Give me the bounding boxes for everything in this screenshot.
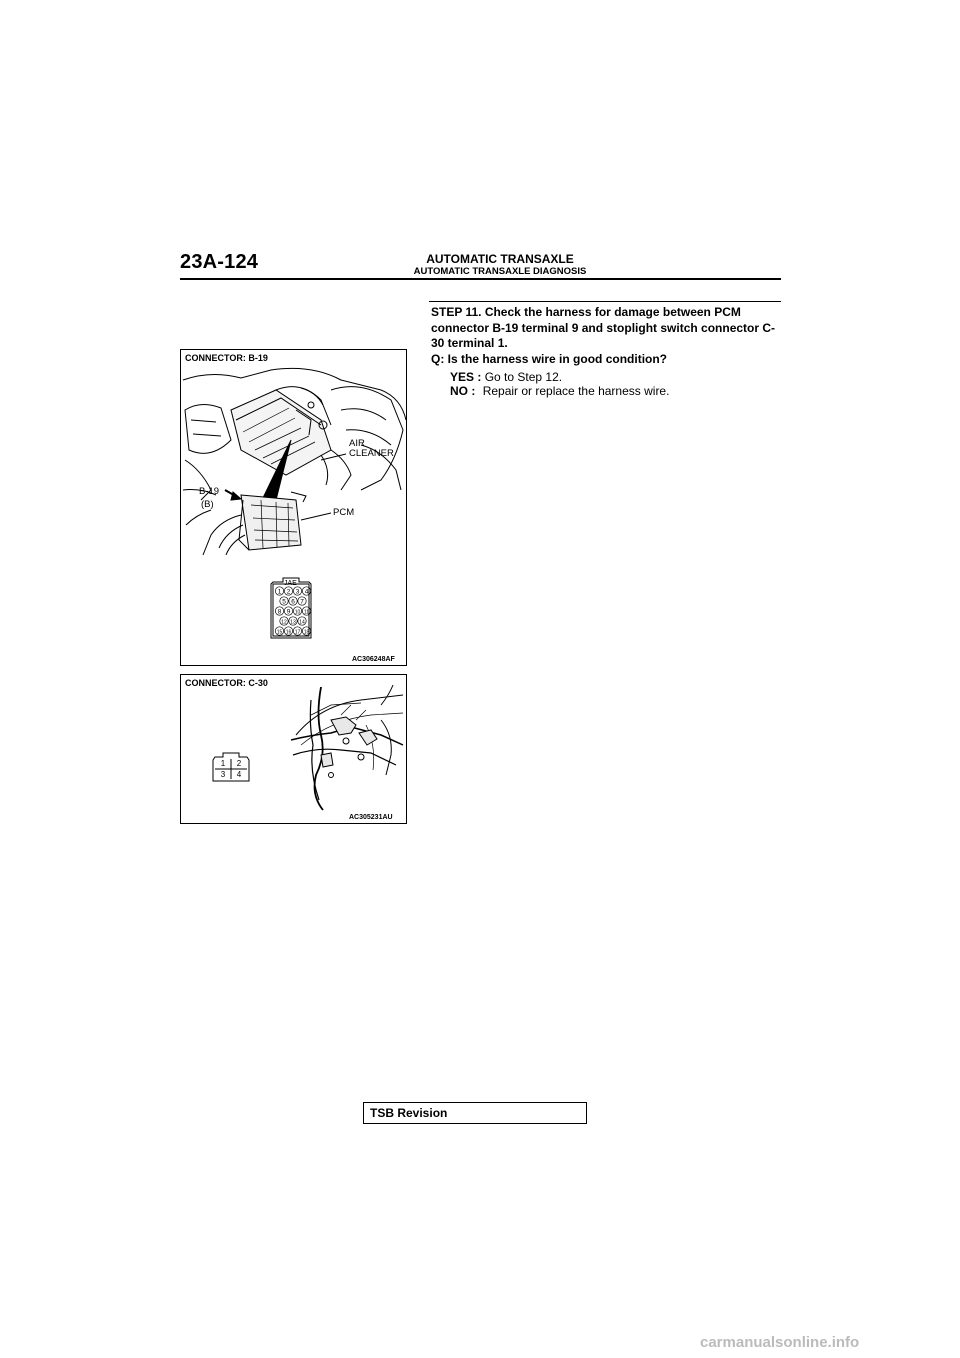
tsb-revision-box: [363, 1102, 587, 1124]
b19-terminal-number: 7: [300, 598, 304, 606]
page-number: 23A-124: [180, 251, 259, 273]
b19-terminal-number: 18: [303, 629, 310, 636]
b19-terminal-number: 15: [276, 629, 283, 636]
figure1-code: AC306248AF: [352, 656, 395, 663]
b19-terminal-number: 8: [277, 608, 282, 616]
b19-terminal-number: 6: [291, 598, 295, 606]
label-b: (B): [201, 499, 214, 510]
b19-terminal-number: 10: [294, 609, 301, 616]
c30-terminal-number: 4: [236, 770, 242, 779]
watermark: carmanualsonline.info: [700, 1334, 860, 1351]
b19-terminal-number: 11: [303, 609, 310, 616]
b19-terminal-number: 14: [299, 619, 305, 626]
answer-no-text: Repair or replace the harness wire.: [482, 384, 670, 398]
c30-terminal-number: 1: [220, 759, 226, 768]
figure-connector-b19: [180, 349, 407, 666]
engine-bay-illustration: [181, 350, 408, 667]
connector-tag: JAE: [284, 580, 297, 587]
b19-terminal-grid: [275, 587, 310, 636]
header-subtitle: AUTOMATIC TRANSAXLE DIAGNOSIS: [413, 266, 587, 277]
b19-terminal-number: 9: [286, 608, 291, 616]
b19-terminal-number: 13: [290, 619, 296, 626]
b19-terminal-number: 16: [285, 629, 292, 636]
step-question: Q: Is the harness wire in good condition?: [431, 352, 668, 366]
figure-connector-c30: [180, 674, 407, 824]
b19-terminal-number: 4: [304, 588, 309, 596]
b19-terminal-number: 5: [282, 598, 286, 606]
label-pcm: PCM: [333, 507, 355, 518]
figure2-code: AC305231AU: [349, 814, 393, 821]
figure2-title: CONNECTOR: C-30: [185, 678, 268, 688]
b19-terminal-number: 3: [295, 588, 300, 596]
b19-terminal-number: 17: [294, 629, 301, 636]
c30-terminal-number: 2: [236, 759, 242, 768]
label-b19: B-19: [199, 486, 220, 497]
answer-yes: [450, 370, 562, 384]
dashboard-harness-illustration: [181, 675, 408, 825]
tsb-revision-label: TSB Revision: [370, 1106, 448, 1120]
c30-terminal-number: 3: [220, 770, 226, 779]
label-air: AIR: [349, 438, 365, 449]
step-heading: STEP 11. Check the harness for damage between PCM connector B-19 terminal 9 and stoplight switch connector C-30 terminal 1.: [431, 305, 776, 350]
answer-no-label: NO :: [450, 384, 476, 398]
label-cleaner: CLEANER: [349, 448, 394, 459]
answer-no: [450, 384, 669, 398]
figure1-title: CONNECTOR: B-19: [185, 353, 268, 363]
answer-yes-label: YES :: [450, 370, 482, 384]
b19-terminal-number: 2: [286, 588, 291, 596]
b19-terminal-number: 12: [281, 619, 287, 626]
step-rule: [429, 301, 781, 302]
answer-yes-text: Go to Step 12.: [484, 370, 563, 384]
b19-terminal-number: 1: [277, 588, 282, 596]
header-rule: [180, 278, 781, 280]
header-title: AUTOMATIC TRANSAXLE: [426, 252, 574, 266]
